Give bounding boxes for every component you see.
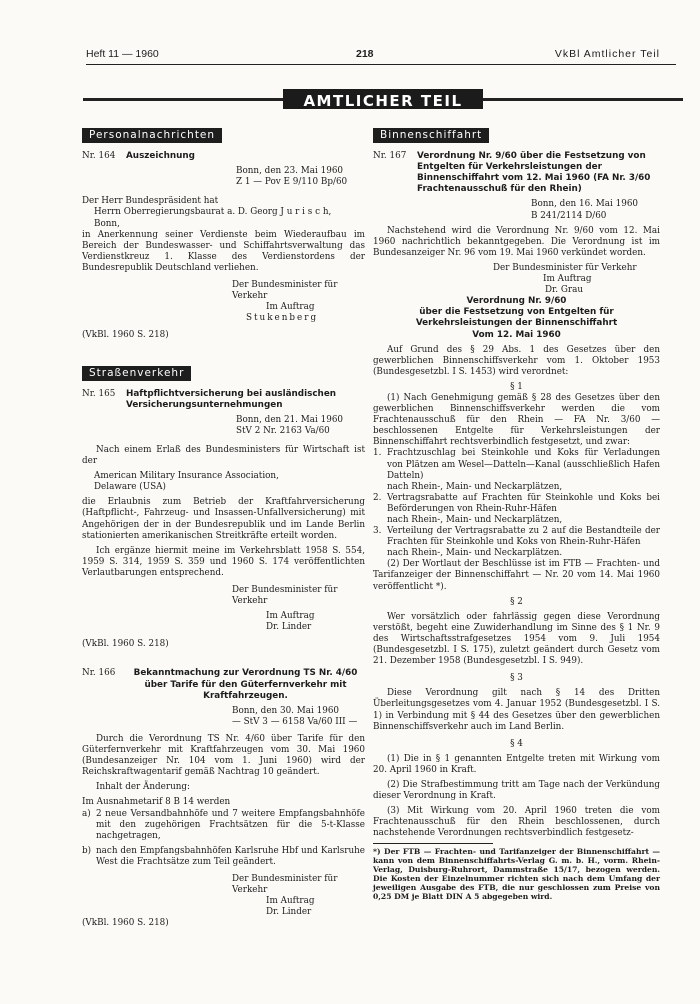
entry-date: Bonn, den 23. Mai 1960	[236, 166, 344, 177]
list-item: 3. Verteilung der Vertragsrabatte zu 2 auf die Bestandteile der Frachten für Steinkohle und Koks von Rhein-Ruhr-Häfen	[373, 526, 660, 548]
paragraph: Wer vorsätzlich oder fahrlässig gegen diese Verordnung verstößt, begeht eine Zuwiderhandlung im Sinne des § 1 Nr. 9 des Wirtschaftsstrafgesetzes 1954 vom 9. Juli 1954 (Bundesgesetzbl. I S. 175), zuletzt geändert durch Gesetz vom 21. Dezember 1958 (Bundesgesetzbl. I S. 949).	[373, 611, 660, 667]
list-item-continuation: nach Rhein-, Main- und Neckarplätzen,	[387, 481, 563, 492]
signature-mandate: Im Auftrag	[543, 274, 592, 285]
signature-mandate: Im Auftrag	[266, 896, 315, 907]
paragraph: Nachstehend wird die Verordnung Nr. 9/60 vom 12. Mai 1960 nachrichtlich bekanntgegeben. Die Verordnung ist im Bundesanzeiger Nr. 96 vom 19. Mai 1960 verkündet worden.	[373, 225, 660, 258]
ordinance-subtitle: über die Festsetzung von Entgelten für Verkehrsleistungen der Binnenschiffahrt	[415, 307, 618, 329]
list-item: b) nach den Empfangsbahnhöfen Karlsruhe Hbf und Karlsruhe West die Frachtsätze zum Teil geändert.	[82, 845, 365, 867]
source-citation: (VkBl. 1960 S. 218)	[82, 330, 169, 341]
entry-reference: — StV 3 — 6158 Va/60 III —	[232, 716, 358, 727]
paragraph: Delaware (USA)	[94, 482, 166, 493]
signature-office: Der Bundesminister für Verkehr	[232, 280, 338, 302]
paragraph: die Erlaubnis zum Betrieb der Kraftfahrversicherung (Haftpflicht-, Fahrzeug- und Insassen-Unfallversicherung) mit Angehörigen der in der Bundesrepublik und im Lande Berlin stationierten amerikanischen Streitkräfte erteilt worden.	[82, 497, 365, 541]
entry-reference: StV 2 Nr. 2163 Va/60	[236, 425, 330, 436]
entry-title: Bekanntmachung zur Verordnung TS Nr. 4/60 über Tarife für den Güterfernverkehr mit Kraftfahrzeugen.	[133, 668, 358, 701]
source-citation: (VkBl. 1960 S. 218)	[82, 639, 169, 650]
paragraph: (2) Die Strafbestimmung tritt am Tage nach der Verkündung dieser Verordnung in Kraft.	[373, 779, 660, 802]
page-number: 218	[356, 48, 374, 60]
signature-mandate: Im Auftrag	[266, 302, 315, 313]
entry-165-heading	[82, 389, 365, 411]
paragraph: (1) Die in § 1 genannten Entgelte treten mit Wirkung vom 20. April 1960 in Kraft.	[373, 753, 660, 775]
paragraph: (3) Mit Wirkung vom 20. April 1960 treten die vom Frachtenausschuß für den Rhein beschlossenen, durch nachstehende Verordnungen rechtsverbindlich festgesetz-	[373, 806, 660, 839]
paragraph: Bonn,	[94, 218, 120, 229]
section-heading-inland-shipping: Binnenschiffahrt	[373, 128, 489, 143]
entry-number: Nr. 166	[82, 668, 116, 679]
list-item: 1. Frachtzuschlag bei Steinkohle und Koks für Verladungen von Plätzen am Wesel—Datteln—Kanal (ausschließlich Hafen Datteln)	[373, 448, 660, 481]
paragraph: American Military Insurance Association,	[94, 471, 279, 482]
signature-office: Der Bundesminister für Verkehr	[232, 873, 338, 896]
ordinance-date: Vom 12. Mai 1960	[472, 329, 561, 340]
entry-date: Bonn, den 16. Mai 1960	[531, 199, 639, 210]
signature-name: Dr. Linder	[266, 622, 312, 633]
entry-number: Nr. 165	[82, 388, 116, 399]
signature-name: Dr. Grau	[545, 285, 584, 296]
paragraph: Herrn Oberregierungsbaurat a. D. Georg J u r i s c h,	[94, 207, 332, 218]
section-mark: § 3	[510, 673, 523, 684]
paragraph: Der Herr Bundespräsident hat	[82, 196, 219, 207]
section-heading-personal: Personalnachrichten	[82, 128, 222, 143]
section-heading-road-traffic: Straßenverkehr	[82, 366, 191, 381]
entry-reference: Z 1 — Pov E 9/110 Bp/60	[236, 177, 348, 188]
ordinance-title: Verordnung Nr. 9/60	[466, 296, 567, 307]
left-column	[82, 128, 365, 929]
signature-office: Der Bundesminister für Verkehr	[493, 262, 637, 273]
section-banner	[83, 89, 683, 109]
paragraph: Diese Verordnung gilt nach § 14 des Dritten Überleitungsgesetzes vom 4. Januar 1952 (Bundesgesetzbl. I S. 1) in Verbindung mit § 44 des Gesetzes über den gewerblichen Binnenschiffsverkehr auch im Land Berlin.	[373, 688, 660, 732]
banner-title: AMTLICHER TEIL	[283, 89, 483, 109]
paragraph: Inhalt der Änderung:	[96, 782, 191, 793]
paragraph: in Anerkennung seiner Verdienste beim Wiederaufbau im Bereich der Bundeswasser- und Schiffahrtsverwaltung das Verdienstkreuz 1. Klasse des Verdienstordens der Bundesrepublik Deutschland verliehen.	[82, 229, 365, 273]
running-header	[86, 48, 676, 62]
list-item-continuation: nach Rhein-, Main- und Neckarplätzen,	[387, 515, 563, 525]
signature-mandate: Im Auftrag	[266, 611, 315, 622]
paragraph: Ich ergänze hiermit meine im Verkehrsblatt 1958 S. 554, 1959 S. 314, 1959 S. 359 und 1960 S. 174 veröffentlichten Verlautbarungen entsprechend.	[82, 545, 365, 578]
entry-title: Verordnung Nr. 9/60 über die Festsetzung von Entgelten für Verkehrsleistungen der Binnenschiffahrt vom 12. Mai 1960 (FA Nr. 3/60 Frachtenausschuß für den Rhein)	[417, 151, 651, 195]
banner-line-right	[483, 98, 683, 101]
list-item: a) 2 neue Versandbahnhöfe und 7 weitere Empfangsbahnhöfe mit den zugehörigen Frachtsätzen für die 5-t-Klasse nachgetragen,	[82, 808, 365, 841]
entry-166-heading	[82, 668, 365, 701]
paragraph: Im Ausnahmetarif 8 B 14 werden	[82, 797, 231, 808]
section-mark: § 2	[510, 596, 523, 607]
signature-office: Der Bundesminister für Verkehr	[232, 585, 338, 607]
issue-label: Heft 11 — 1960	[86, 48, 159, 60]
paragraph: (1) Nach Genehmigung gemäß § 28 des Gesetzes über den gewerblichen Binnenschiffsverkehr werden die vom Frachtenausschuß für den Rhein — FA Nr. 3/60 — beschlossenen Entgelte für Verkehrsleistungen der Binnenschiffahrt rechtsverbindlich festgesetzt, und zwar:	[373, 392, 660, 448]
paragraph: Durch die Verordnung TS Nr. 4/60 über Tarife für den Güterfernverkehr mit Kraftfahrzeugen vom 30. Mai 1960 (Bundesanzeiger Nr. 104 vom 1. Juni 1960) wird der Reichskraftwagentarif gemäß Nachtrag 10 geändert.	[82, 733, 365, 778]
entry-title: Haftpflichtversicherung bei ausländischen Versicherungsunternehmungen	[126, 388, 337, 410]
list-item-continuation: nach Rhein-, Main- und Neckarplätzen.	[387, 548, 563, 559]
signature-name: Stukenberg	[246, 313, 319, 324]
signature-name: Dr. Linder	[266, 907, 312, 918]
paragraph: Nach einem Erlaß des Bundesministers für Wirtschaft ist der	[82, 444, 365, 467]
source-citation: (VkBl. 1960 S. 218)	[82, 918, 169, 929]
section-mark: § 4	[510, 738, 523, 749]
list-item: 2. Vertragsrabatte auf Frachten für Steinkohle und Koks bei Beförderungen von Rhein-Ruhr-Häfen	[373, 492, 660, 514]
paragraph: (2) Der Wortlaut der Beschlüsse ist im FTB — Frachten- und Tarifanzeiger der Binnenschiffahrt — Nr. 20 vom 14. Mai 1960 veröffentlicht *).	[373, 559, 660, 592]
footnote: *) Der FTB — Frachten- und Tarifanzeiger der Binnenschiffahrt — kann von dem Binnenschiffahrts-Verlag G. m. b. H., vorm. Rhein-Verlag, Duisburg-Ruhrort, Dammstraße 15/17, bezogen werden. Die Kosten der Einzelnummer richten sich nach dem Umfang der jeweiligen Ausgabe des FTB, die nur geschlossen zum Preise von 0,25 DM je Blatt DIN A 5 abgegeben wird.	[373, 847, 660, 902]
section-mark: § 1	[510, 381, 523, 392]
entry-number: Nr. 167	[373, 151, 407, 162]
paragraph: Auf Grund des § 29 Abs. 1 des Gesetzes über den gewerblichen Binnenschiffsverkehr vom 1. Oktober 1953 (Bundesgesetzbl. I S. 1453) wird verordnet:	[373, 344, 660, 377]
entry-date: Bonn, den 21. Mai 1960	[236, 414, 344, 425]
entry-date: Bonn, den 30. Mai 1960	[232, 705, 340, 716]
entry-164-heading	[82, 151, 365, 162]
entry-number: Nr. 164	[82, 151, 116, 162]
header-rule	[86, 64, 676, 65]
right-column	[373, 128, 660, 901]
banner-line-left	[83, 98, 283, 101]
entry-167-heading	[373, 151, 660, 195]
footnote-rule	[373, 843, 493, 844]
entry-title: Auszeichnung	[126, 151, 195, 162]
entry-reference: B 241/2114 D/60	[531, 210, 607, 221]
publication-label: VkBl Amtlicher Teil	[554, 48, 660, 60]
